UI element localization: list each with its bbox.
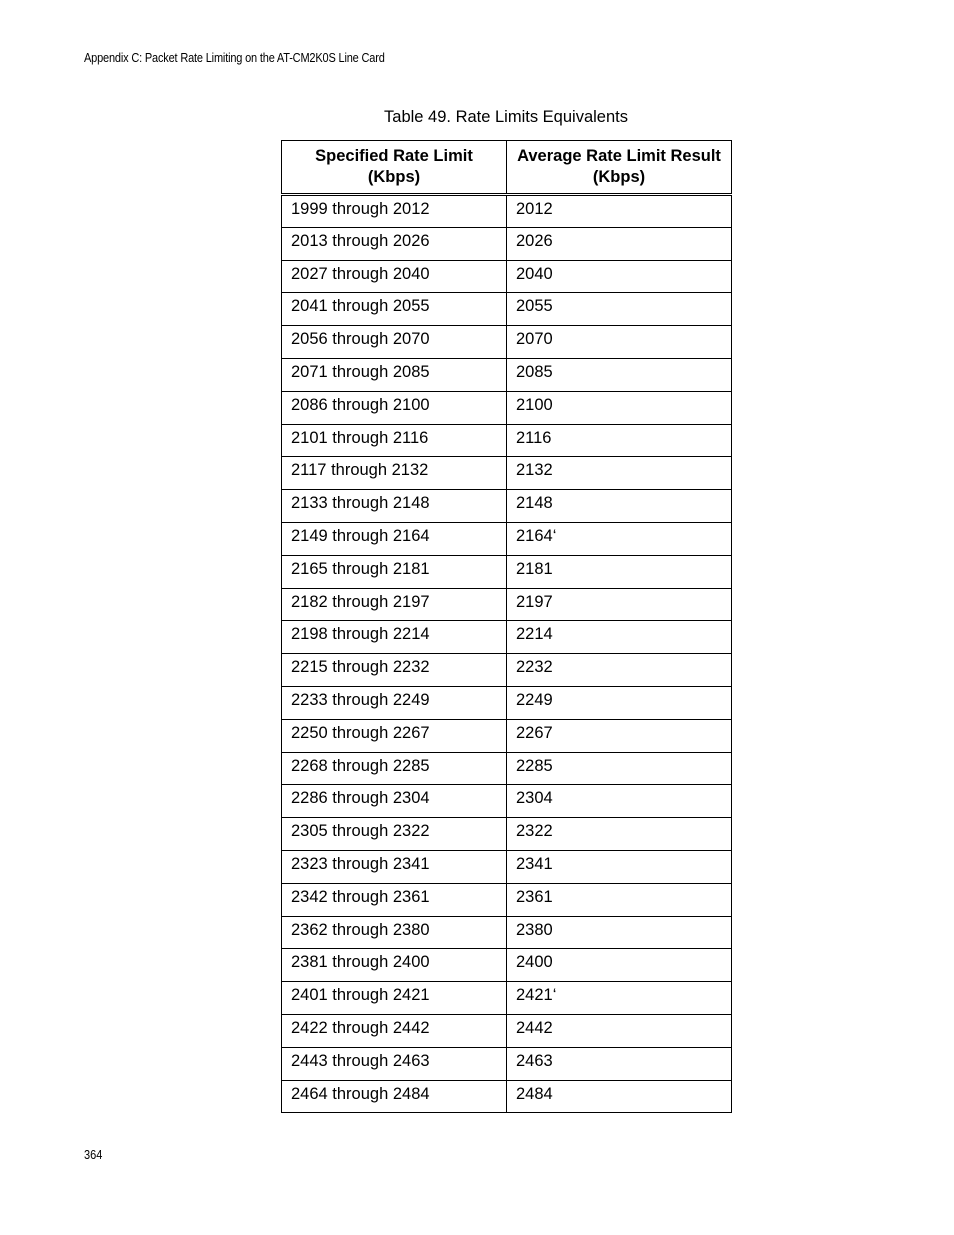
specified-rate-cell: 2464 through 2484 — [282, 1080, 507, 1113]
average-rate-cell: 2304 — [507, 785, 732, 818]
page-number: 364 — [84, 1148, 103, 1162]
table-row — [282, 686, 732, 719]
specified-rate-cell: 2443 through 2463 — [282, 1047, 507, 1080]
running-header: Appendix C: Packet Rate Limiting on the AT-CM2K0S Line Card — [84, 51, 385, 65]
table-row — [282, 227, 732, 260]
table-row — [282, 1047, 732, 1080]
specified-rate-cell: 2027 through 2040 — [282, 260, 507, 293]
table-row — [282, 883, 732, 916]
specified-rate-cell: 1999 through 2012 — [282, 195, 507, 228]
specified-rate-cell: 2268 through 2285 — [282, 752, 507, 785]
specified-rate-cell: 2133 through 2148 — [282, 490, 507, 523]
table-row — [282, 818, 732, 851]
specified-rate-cell: 2086 through 2100 — [282, 391, 507, 424]
average-rate-cell: 2421‘ — [507, 982, 732, 1015]
specified-rate-cell: 2041 through 2055 — [282, 293, 507, 326]
specified-rate-cell: 2117 through 2132 — [282, 457, 507, 490]
specified-rate-cell: 2381 through 2400 — [282, 949, 507, 982]
specified-rate-cell: 2323 through 2341 — [282, 850, 507, 883]
average-rate-cell: 2148 — [507, 490, 732, 523]
specified-rate-cell: 2101 through 2116 — [282, 424, 507, 457]
average-rate-cell: 2012 — [507, 195, 732, 228]
column-header-specified-rate: Specified Rate Limit (Kbps) — [282, 141, 507, 195]
table-row — [282, 916, 732, 949]
average-rate-cell: 2380 — [507, 916, 732, 949]
average-rate-cell: 2249 — [507, 686, 732, 719]
table-row — [282, 555, 732, 588]
table-row — [282, 326, 732, 359]
column-header-average-rate: Average Rate Limit Result (Kbps) — [507, 141, 732, 195]
average-rate-cell: 2070 — [507, 326, 732, 359]
average-rate-cell: 2164‘ — [507, 522, 732, 555]
table-row — [282, 752, 732, 785]
specified-rate-cell: 2233 through 2249 — [282, 686, 507, 719]
average-rate-cell: 2267 — [507, 719, 732, 752]
table-row — [282, 457, 732, 490]
table-row — [282, 621, 732, 654]
average-rate-cell: 2181 — [507, 555, 732, 588]
average-rate-cell: 2197 — [507, 588, 732, 621]
average-rate-cell: 2085 — [507, 358, 732, 391]
specified-rate-cell: 2149 through 2164 — [282, 522, 507, 555]
table-row — [282, 850, 732, 883]
specified-rate-cell: 2056 through 2070 — [282, 326, 507, 359]
table-row — [282, 358, 732, 391]
average-rate-cell: 2322 — [507, 818, 732, 851]
specified-rate-cell: 2165 through 2181 — [282, 555, 507, 588]
table-row — [282, 949, 732, 982]
table-row — [282, 1080, 732, 1113]
table-row — [282, 195, 732, 228]
specified-rate-cell: 2215 through 2232 — [282, 654, 507, 687]
specified-rate-cell: 2305 through 2322 — [282, 818, 507, 851]
average-rate-cell: 2484 — [507, 1080, 732, 1113]
average-rate-cell: 2055 — [507, 293, 732, 326]
average-rate-cell: 2132 — [507, 457, 732, 490]
specified-rate-cell: 2362 through 2380 — [282, 916, 507, 949]
average-rate-cell: 2341 — [507, 850, 732, 883]
table-row — [282, 391, 732, 424]
specified-rate-cell: 2250 through 2267 — [282, 719, 507, 752]
table-row — [282, 424, 732, 457]
table-row — [282, 490, 732, 523]
average-rate-cell: 2100 — [507, 391, 732, 424]
specified-rate-cell: 2013 through 2026 — [282, 227, 507, 260]
table-row — [282, 719, 732, 752]
table-row — [282, 293, 732, 326]
specified-rate-cell: 2182 through 2197 — [282, 588, 507, 621]
table-row — [282, 785, 732, 818]
specified-rate-cell: 2198 through 2214 — [282, 621, 507, 654]
rate-limits-table — [281, 140, 732, 1113]
table-row — [282, 982, 732, 1015]
specified-rate-cell: 2422 through 2442 — [282, 1014, 507, 1047]
table-caption: Table 49. Rate Limits Equivalents — [384, 108, 628, 126]
specified-rate-cell: 2286 through 2304 — [282, 785, 507, 818]
average-rate-cell: 2463 — [507, 1047, 732, 1080]
specified-rate-cell: 2342 through 2361 — [282, 883, 507, 916]
average-rate-cell: 2442 — [507, 1014, 732, 1047]
average-rate-cell: 2361 — [507, 883, 732, 916]
specified-rate-cell: 2401 through 2421 — [282, 982, 507, 1015]
average-rate-cell: 2026 — [507, 227, 732, 260]
table-row — [282, 260, 732, 293]
average-rate-cell: 2232 — [507, 654, 732, 687]
table-header-row — [282, 141, 732, 195]
average-rate-cell: 2040 — [507, 260, 732, 293]
table-row — [282, 654, 732, 687]
specified-rate-cell: 2071 through 2085 — [282, 358, 507, 391]
average-rate-cell: 2116 — [507, 424, 732, 457]
average-rate-cell: 2400 — [507, 949, 732, 982]
average-rate-cell: 2285 — [507, 752, 732, 785]
average-rate-cell: 2214 — [507, 621, 732, 654]
table-row — [282, 588, 732, 621]
table-row — [282, 1014, 732, 1047]
table-row — [282, 522, 732, 555]
table-body — [282, 195, 732, 1113]
